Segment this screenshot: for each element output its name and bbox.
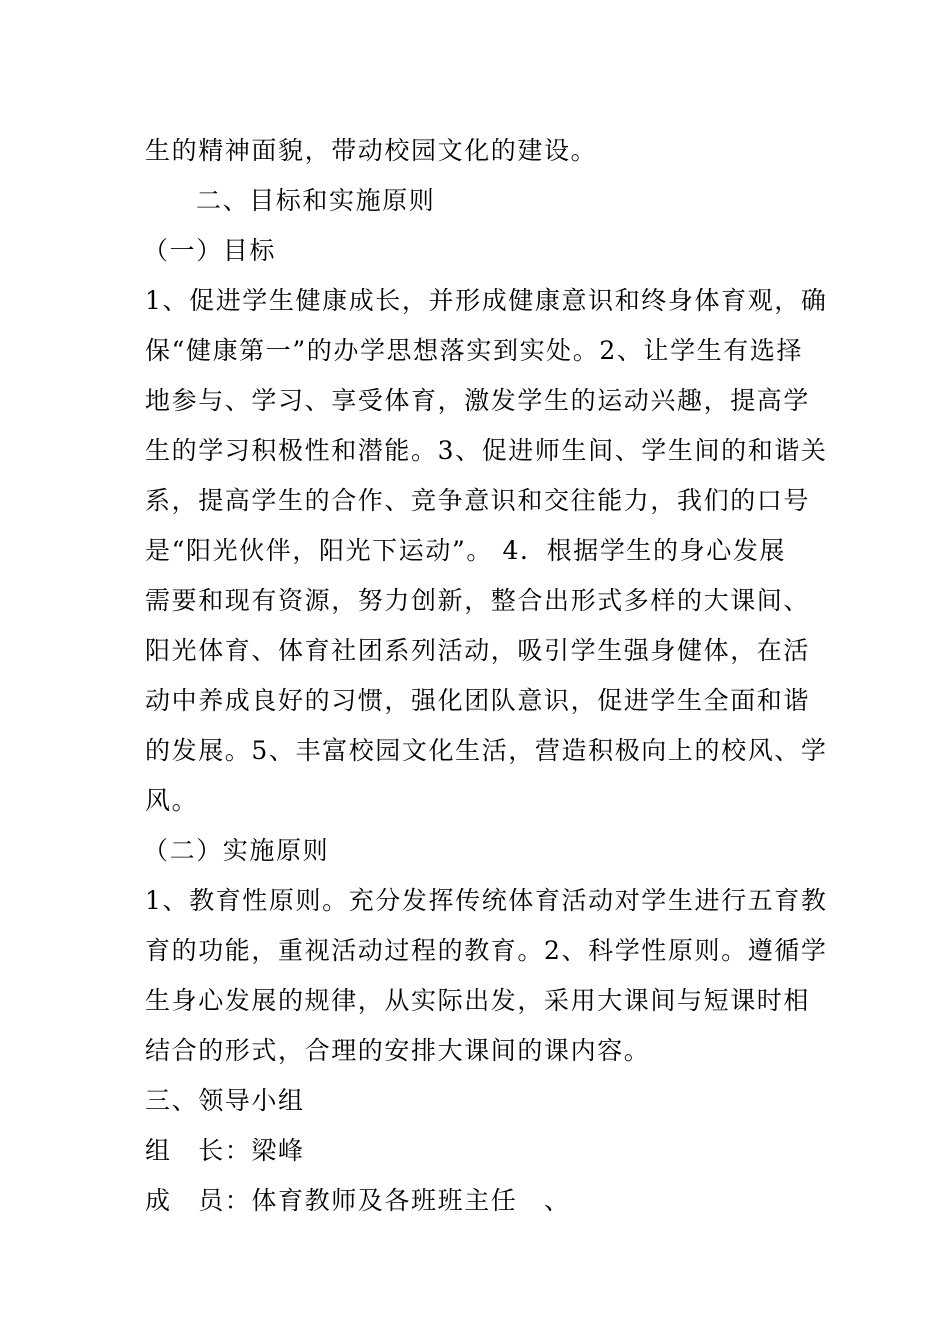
paragraph-line: 地参与、学习、享受体育，激发学生的运动兴趣，提高学	[145, 386, 811, 415]
paragraph-line: 育的功能，重视活动过程的教育。2、科学性原则。遵循学	[145, 936, 828, 965]
section-heading-goals-principles: 二、目标和实施原则	[196, 186, 436, 215]
paragraph-line: 生的学习积极性和潜能。3、促进师生间、学生间的和谐关	[145, 436, 828, 465]
paragraph-line: 需要和现有资源，努力创新，整合出形式多样的大课间、	[145, 586, 811, 615]
subsection-heading-goals: （一）目标	[143, 236, 277, 265]
paragraph-line: 1、教育性原则。充分发挥传统体育活动对学生进行五育教	[145, 886, 828, 915]
paragraph-line: 阳光体育、体育社团系列活动，吸引学生强身健体，在活	[145, 636, 811, 665]
paragraph-line: 的发展。5、丰富校园文化生活，营造积极向上的校风、学	[145, 736, 828, 765]
paragraph-line: 生身心发展的规律，从实际出发，采用大课间与短课时相	[145, 986, 811, 1015]
paragraph-line: 1、促进学生健康成长，并形成健康意识和终身体育观，确	[145, 286, 828, 315]
paragraph-line: 结合的形式，合理的安排大课间的课内容。	[145, 1036, 651, 1065]
paragraph-line: 保“健康第一”的办学思想落实到实处。2、让学生有选择	[145, 336, 804, 365]
leader-line: 组 长：梁峰	[145, 1136, 305, 1165]
members-line: 成 员：体育教师及各班班主任 、	[145, 1186, 571, 1215]
paragraph-line: 动中养成良好的习惯，强化团队意识，促进学生全面和谐	[145, 686, 811, 715]
subsection-heading-principles: （二）实施原则	[143, 836, 330, 865]
section-heading-leadership: 三、领导小组	[145, 1086, 305, 1115]
paragraph-line: 是“阳光伙伴，阳光下运动”。 4．根据学生的身心发展	[145, 536, 787, 565]
paragraph-line-continuation: 生的精神面貌，带动校园文化的建设。	[145, 136, 598, 165]
paragraph-line: 风。	[145, 786, 199, 815]
paragraph-line: 系，提高学生的合作、竞争意识和交往能力，我们的口号	[145, 486, 811, 515]
